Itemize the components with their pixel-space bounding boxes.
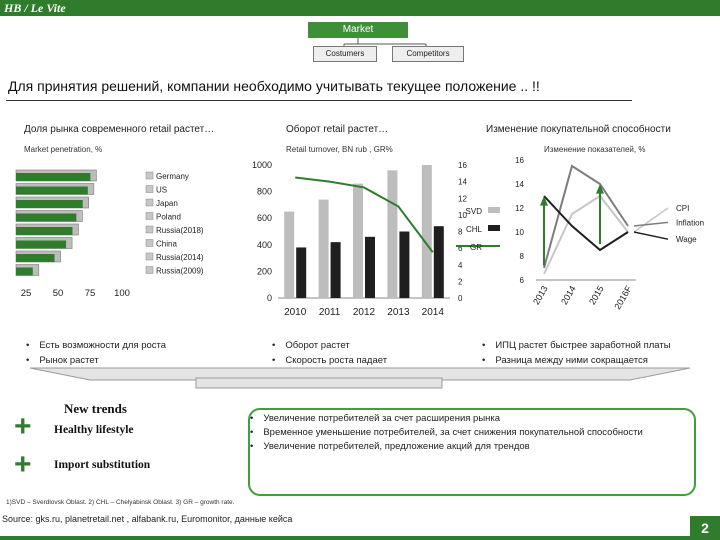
legend-swatch-7 [146,267,153,274]
trend-item: Import substitution [54,459,151,471]
y-tick-label-right: 8 [458,227,463,237]
conclusion-item: • Увеличение потребителей за счет расширения рынка [250,412,670,426]
logo: HB / Le Vite [4,1,66,15]
x-tick-label: 2012 [352,307,376,318]
penetration-bar-fill-0 [16,173,90,181]
mid-bullets [272,338,387,368]
svd-bar [387,170,397,298]
legend-label-cpi: CPI [676,204,690,213]
chl-bar [434,226,444,298]
legend-swatch-6 [146,253,153,260]
gr-line [295,177,433,252]
bottom-bar [0,536,690,540]
y-tick-label-left: 600 [256,213,272,224]
legend-swatch-5 [146,240,153,247]
x-tick-label: 2010 [284,307,307,318]
svd-bar [319,200,329,298]
legend-swatch-4 [146,226,153,233]
source-text: Source: gks.ru, planetretail.net , alfabank.ru, Euromonitor, данные кейса [2,514,293,524]
legend-label-inflation: Inflation [676,218,705,228]
chl-bar [331,242,341,298]
y-tick-label: 10 [515,228,524,237]
penetration-label-4: Russia(2018) [156,226,204,235]
y-tick-label-right: 14 [458,177,467,187]
legend-label-gr: GR [470,243,482,252]
market-box: Market [308,22,408,38]
x-tick-label: 2014 [559,284,578,307]
y-tick-label-right: 12 [458,194,467,204]
footnote: 1)SVD – Sverdlovsk Oblast. 2) CHL – Chelyabinsk Oblast. 3) GR – growth rate. [6,499,235,506]
legend-swatch-svd [488,207,500,213]
x-tick-label: 100 [114,288,130,299]
right-section-title: Изменение покупательной способности [486,124,671,135]
chl-bar [296,247,306,298]
y-tick-label-left: 1000 [251,160,272,170]
svd-bar [353,184,363,298]
penetration-bar-fill-4 [16,227,72,235]
y-tick-label: 12 [515,204,524,213]
penetration-label-6: Russia(2014) [156,253,204,262]
indicators-chart [510,150,710,330]
left-bullets [26,338,166,368]
conclusions-list [250,412,670,454]
chl-bar [365,237,375,298]
plus-icon: + [14,448,32,481]
chart1-title: Market penetration, % [24,145,103,154]
legend-label-chl: CHL [465,225,482,234]
x-tick-label: 2016F [612,284,634,312]
conclusion-item: • Временное уменьшение потребителей, за счет снижения покупательной способности [250,426,670,440]
y-tick-label-right: 2 [458,277,463,287]
penetration-bar-fill-6 [16,254,55,262]
legend-swatch-2 [146,199,153,206]
y-tick-label-left: 400 [256,239,272,250]
penetration-label-7: Russia(2009) [156,266,204,276]
penetration-label-0: Germany [156,172,189,181]
left-section-title: Доля рынка современного retail растет… [24,124,215,135]
x-tick-label: 75 [84,288,96,299]
y-tick-label-right: 10 [458,210,467,220]
retail-turnover-chart [240,150,520,320]
y-tick-label: 16 [515,156,524,165]
right-bullet: • Разница между ними сокращается [482,353,671,368]
plus-icon: + [14,410,32,443]
left-bullet: • Рынок растет [26,353,166,368]
mid-bullet: • Оборот растет [272,338,387,353]
x-tick-label: 50 [52,288,64,299]
conclusion-item: • Увеличение потребителей, предложение акций для трендов [250,440,670,454]
x-tick-label: 25 [20,288,32,299]
y-tick-label: 14 [515,180,524,189]
svd-bar [422,165,432,298]
y-tick-label-right: 4 [458,260,463,270]
svd-bar [284,212,294,298]
penetration-bar-fill-5 [16,241,66,249]
x-tick-label: 2015 [587,284,606,307]
y-tick-label-right: 6 [458,244,463,254]
gap-arrow-head [540,196,548,206]
chl-bar [399,232,409,299]
y-tick-label-right: 16 [458,161,467,170]
penetration-label-1: US [156,185,168,195]
y-tick-label-left: 0 [266,293,272,303]
penetration-label-5: China [156,239,177,249]
chart2-title: Retail turnover, BN rub , GR% [286,145,393,154]
y-tick-label: 6 [519,276,524,285]
legend-swatch-3 [146,213,153,220]
penetration-bar-fill-2 [16,200,83,208]
right-bullets [482,338,671,368]
y-tick-label-right: 0 [458,294,463,303]
penetration-bar-fill-1 [16,187,88,195]
penetration-label-2: Japan [156,199,178,208]
page-number: 2 [690,516,720,540]
y-tick-label-left: 800 [256,186,272,197]
x-tick-label: 2014 [421,307,444,318]
legend-swatch-0 [146,172,153,179]
right-bullet: • ИПЦ растет быстрее заработной платы [482,338,671,353]
legend-swatch-1 [146,186,153,193]
penetration-bar-fill-3 [16,214,76,222]
headline: Для принятия решений, компании необходимо учитывать текущее положение .. !! [8,78,540,94]
penetration-label-3: Poland [156,212,181,222]
x-tick-label: 2013 [531,284,550,307]
legend-line-wage [634,232,668,239]
legend-label-svd-text: SVD [465,207,482,216]
x-tick-label: 2011 [318,307,341,318]
mid-section-title: Оборот retail растет… [286,124,389,135]
left-bullet: • Есть возможности для роста [26,338,166,353]
competitors-box: Competitors [392,46,464,62]
legend-line-inflation [634,222,668,226]
penetration-bar-fill-7 [16,268,33,276]
legend-label-wage: Wage [676,235,697,245]
mid-bullet: • Скорость роста падает [272,353,387,368]
x-tick-label: 2013 [387,307,410,318]
market-penetration-chart [0,150,240,310]
legend-line-cpi [634,208,668,232]
headline-underline [6,100,632,101]
trend-item: Healthy lifestyle [54,424,134,436]
trends-title: New trends [64,401,127,416]
costumers-box: Costumers [313,46,377,62]
legend-swatch-chl [488,225,500,231]
y-tick-label-left: 200 [256,266,272,277]
y-tick-label: 8 [519,252,524,261]
chart3-title: Изменение показателей, % [544,145,646,154]
